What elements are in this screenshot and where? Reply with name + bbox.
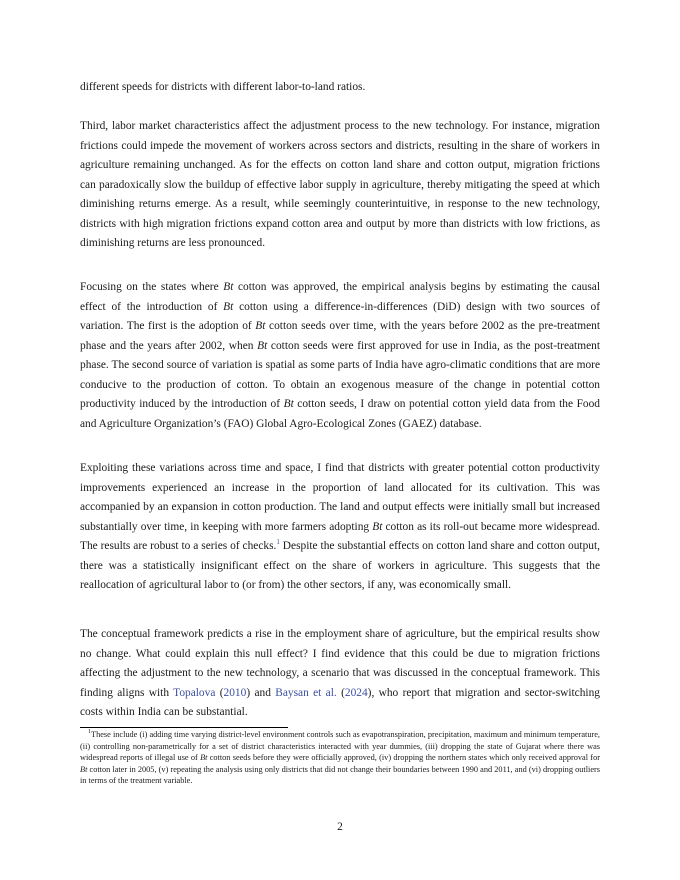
bt-term: Bt: [255, 320, 266, 332]
citation-link-baysan[interactable]: Baysan et al.: [275, 686, 337, 699]
text-run: Despite the substantial effects on cotton land share and cotton output, there was a statistically insignificant effect on the share of workers in agriculture. This suggests that the reallocation of agricultural labor to (or from) the other sectors, if any, was economically small.: [80, 540, 600, 591]
paragraph-results: [80, 459, 600, 596]
text-run: Exploiting these variations across time and space, I find that districts with greater potential cotton productivity improvements experienced an increase in the proportion of land allocated for its cultivation. This was accompanied by an expansion in cotton production. The land and output effects were initially small but increased substantially over time, in keeping with more farmers adopting: [80, 462, 600, 533]
paragraph-labor-market: [80, 117, 600, 254]
bt-term: Bt: [257, 339, 268, 352]
text-run: cotton later in 2005, (v) repeating the analysis using only districts that did not change their boundaries between 1990 and 2011, and (vi) dropping outliers in terms of the treatment variable.: [80, 764, 600, 786]
text-run: (: [215, 686, 224, 699]
footnote-rule: [80, 727, 288, 728]
paragraph-empirical-strategy: [80, 278, 600, 434]
text-run: These include (i) adding time varying district-level environment controls such as evapotranspiration, precipitation, maximum and minimum temperature, (ii) controlling non-parametrically for a set of district characteristics interacted with year dummies, (iii) dropping the state of Gujarat where there was widespread reports of illegal use of: [80, 730, 600, 763]
text-run: Third, labor market characteristics affect the adjustment process to the new technology. For instance, migration frictions could impede the movement of workers across sectors and districts, resulting in the share of workers in agriculture remaining unchanged. As for the effects on cotton land share and cotton output, migration frictions can paradoxically slow the buildup of effective labor supply in agriculture, thereby mitigating the speed at which diminishing returns emerge. As a result, while seemingly counterintuitive, in response to the new technology, districts with high migration frictions expand cotton area and output by more than districts with low frictions, as diminishing returns are less pronounced.: [80, 120, 600, 249]
text-run: and: [250, 686, 276, 699]
footnote: [80, 729, 600, 787]
text-run: cotton seeds over time, with the years before 2002 as the pre-treatment phase and the years after 2002, when: [80, 320, 600, 352]
paragraph-null-effect: [80, 625, 600, 723]
text-run: cotton seeds before they were officially approved, (iv) dropping the northern states which only received approval for: [207, 753, 600, 763]
text-run: different speeds for districts with different labor-to-land ratios.: [80, 81, 366, 93]
citation-link-topalova[interactable]: Topalova: [173, 686, 216, 699]
text-run: cotton seeds, I draw on potential cotton yield data from the Food and Agriculture Organization’s (FAO) Global Agro-Ecological Zones (GAEZ) database.: [80, 398, 600, 430]
text-run: cotton using a difference-in-differences (DiD) design with two sources of variation. The first is the adoption of: [80, 300, 600, 332]
text-run: Focusing on the states where: [80, 281, 224, 293]
text-run: cotton as its roll-out became more widespread. The results are robust to a series of checks.: [80, 520, 600, 552]
text-run: (: [336, 686, 345, 699]
text-run: cotton was approved, the empirical analysis begins by estimating the causal effect of the introduction of: [80, 281, 600, 313]
bt-term: Bt: [80, 764, 88, 774]
bt-term: Bt: [283, 398, 294, 410]
footnote-ref-link[interactable]: 1: [276, 538, 280, 547]
text-run: cotton seeds were first approved for use in India, as the post-treatment phase. The second source of variation is spatial as some parts of India have agro-climatic conditions that are more conducive to the production of cotton. To obtain an exogenous measure of the change in potential cotton productivity induced by the introduction of: [80, 339, 600, 410]
bt-term: Bt: [223, 281, 234, 293]
bt-term: Bt: [223, 300, 234, 313]
citation-year-link-baysan[interactable]: 2024: [344, 686, 368, 699]
paragraph-continuation: [80, 78, 600, 98]
bt-term: Bt: [372, 520, 383, 533]
text-run: ): [367, 686, 372, 699]
text-run: The conceptual framework predicts a rise in the employment share of agriculture, but the empirical results show no change. What could explain this null effect? I find evidence that this could be due to migration frictions affecting the adjustment to the new technology, a scenario that was discussed in the conceptual framework. This finding aligns with: [80, 628, 600, 699]
citation-year-link-topalova[interactable]: 2010: [223, 686, 247, 699]
page-number: 2: [337, 821, 343, 833]
text-run: , who report that migration and sector-switching costs within India can be substantial.: [80, 686, 600, 718]
text-run: ): [246, 686, 251, 699]
bt-term: Bt: [200, 753, 208, 763]
footnote-mark: 1: [88, 729, 91, 736]
